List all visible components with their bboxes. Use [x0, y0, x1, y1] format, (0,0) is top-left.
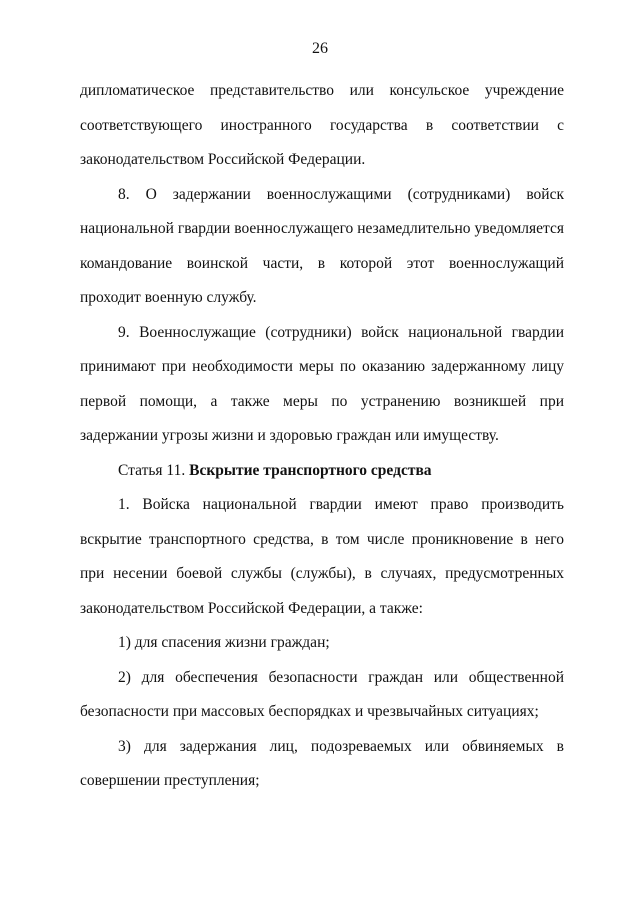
- article-subitem-2: 2) для обеспечения безопасности граждан или общественной безопасности при массовых беспорядках и чрезвычайных ситуациях;: [80, 668, 564, 720]
- article-title: Вскрытие транспортного средства: [189, 461, 432, 479]
- page-number: 26: [312, 40, 328, 57]
- document-body: [80, 74, 564, 799]
- paragraph-continuation: дипломатическое представительство или консульское учреждение соответствующего иностранного государства в соответствии с законодательством Российской Федерации.: [80, 82, 564, 168]
- paragraph-item-9: 9. Военнослужащие (сотрудники) войск национальной гвардии принимают при необходимости меры по оказанию задержанному лицу первой помощи, а также меры по устранению возникшей при задержании угрозы жизни и здоровью граждан или имуществу.: [80, 323, 564, 444]
- paragraph-item-8: 8. О задержании военнослужащими (сотрудниками) войск национальной гвардии военнослужащего незамедлительно уведомляется командование воинской части, в которой этот военнослужащий проходит военную службу.: [80, 185, 564, 306]
- article-subitem-1: 1) для спасения жизни граждан;: [118, 634, 330, 651]
- article-label: Статья 11.: [118, 461, 190, 479]
- article-paragraph-1: 1. Войска национальной гвардии имеют право производить вскрытие транспортного средства, в том числе проникновение в него при несении боевой службы (службы), в случаях, предусмотренных законодательством Российской Федерации, а также:: [80, 496, 564, 617]
- article-heading: [80, 454, 564, 489]
- article-subitem-3: 3) для задержания лиц, подозреваемых или обвиняемых в совершении преступления;: [80, 737, 564, 789]
